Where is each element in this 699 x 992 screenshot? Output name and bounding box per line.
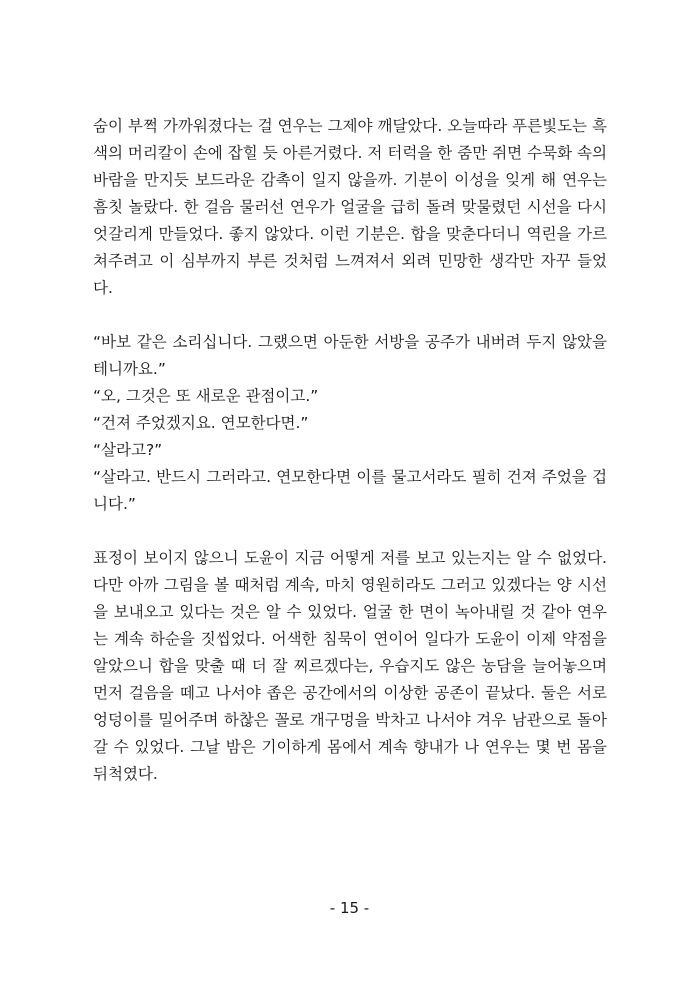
- paragraph-gap: [93, 518, 607, 545]
- body-text: [93, 113, 607, 788]
- dialogue-line-3: “건져 주었겠지요. 연모한다면.”: [93, 414, 309, 432]
- page-number: - 15 -: [329, 899, 370, 917]
- narrative-paragraph-2: 표정이 보이지 않으니 도윤이 지금 어떻게 저를 보고 있는지는 알 수 없었다. 다만 아까 그림을 볼 때처럼 계속, 마치 영원히라도 그러고 있겠다는 양 시선을 보내오고 있다는 것은 알 수 있었다. 얼굴 한 면이 녹아내릴 것 같아 연우는 계속 하순을 짓씹었다. 어색한 침묵이 연이어 일다가 도윤이 이제 약점을 알았으니 합을 맞출 때 더 잘 찌르겠다는, 우습지도 않은 농담을 늘어놓으며 먼저 걸음을 떼고 나서야 좁은 공간에서의 이상한 공존이 끝났다. 둘은 서로 엉덩이를 밀어주며 하찮은 꼴로 개구멍을 박차고 나서야 겨우 남관으로 돌아갈 수 있었다. 그날 밤은 기이하게 몸에서 계속 향내가 나 연우는 몇 번 몸을 뒤척였다.: [93, 549, 607, 783]
- paragraph-gap: [93, 302, 607, 329]
- narrative-paragraph-1: 숨이 부쩍 가까워졌다는 걸 연우는 그제야 깨달았다. 오늘따라 푸른빛도는 흑색의 머리칼이 손에 잡힐 듯 아른거렸다. 저 터럭을 한 줌만 쥐면 수묵화 속의 바람을 만지듯 보드라운 감촉이 일지 않을까. 기분이 이성을 잊게 해 연우는 흠칫 놀랐다. 한 걸음 물러선 연우가 얼굴을 급히 돌려 맞물렸던 시선을 다시 엇갈리게 만들었다. 좋지 않았다. 이런 기분은. 합을 맞춘다더니 역린을 가르쳐주려고 이 심부까지 부른 것처럼 느껴져서 외려 민망한 생각만 자꾸 들었다.: [93, 117, 607, 297]
- dialogue-line-4: “살라고?”: [93, 441, 163, 459]
- dialogue-line-5: “살라고. 반드시 그러라고. 연모한다면 이를 물고서라도 필히 건져 주었을 겁니다.”: [93, 468, 607, 513]
- dialogue-line-2: “오, 그것은 또 새로운 관점이고.”: [93, 387, 319, 405]
- dialogue-line-1: “바보 같은 소리십니다. 그랬으면 아둔한 서방을 공주가 내버려 두지 않았을 테니까요.”: [93, 333, 607, 378]
